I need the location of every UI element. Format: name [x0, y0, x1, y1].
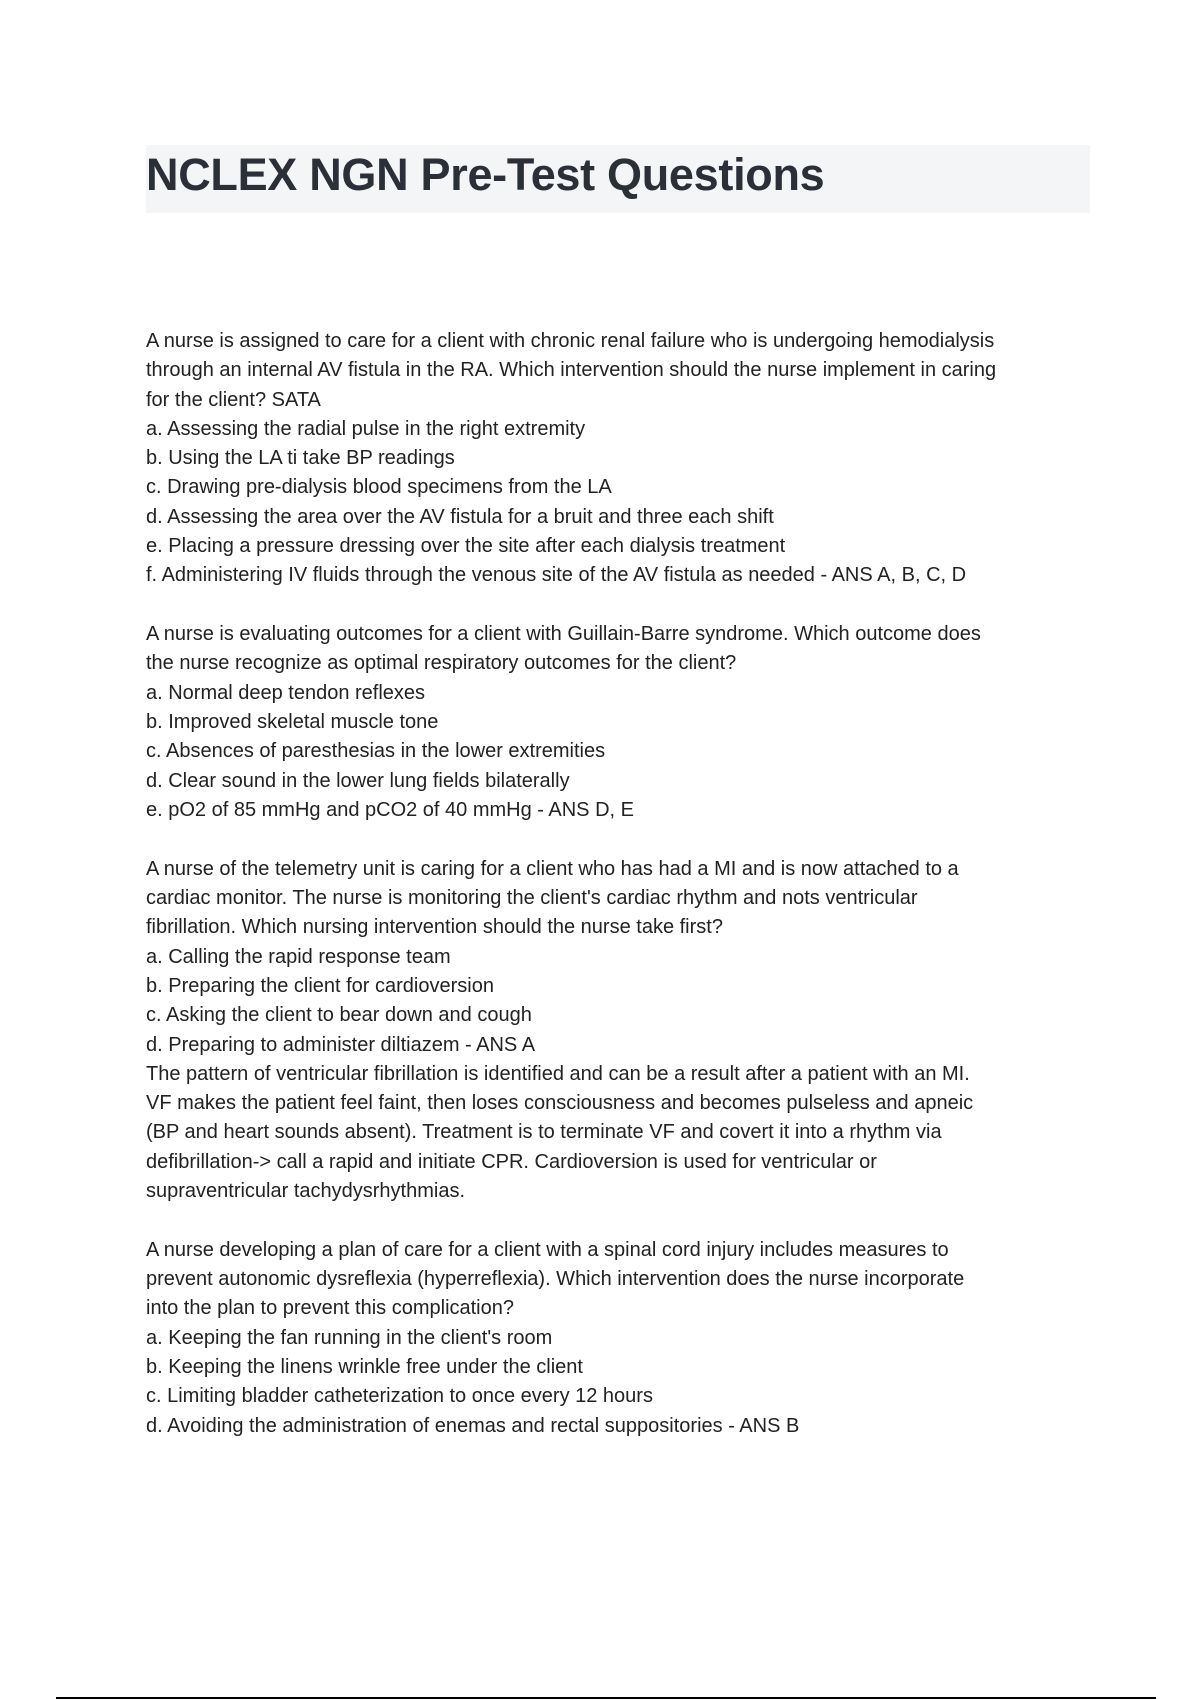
question-stem-line: cardiac monitor. The nurse is monitoring the client's cardiac rhythm and nots ventricular: [146, 887, 918, 910]
question-block: [146, 1236, 1096, 1441]
answer-option-with-key: d. Preparing to administer diltiazem - ANS A: [146, 1033, 536, 1056]
answer-option: b. Keeping the linens wrinkle free under the client: [146, 1356, 583, 1378]
question-stem-line: A nurse developing a plan of care for a client with a spinal cord injury includes measures to: [146, 1238, 949, 1261]
answer-option: c. Drawing pre-dialysis blood specimens from the LA: [146, 476, 612, 499]
question-stem-line: A nurse is evaluating outcomes for a client with Guillain-Barre syndrome. Which outcome does: [146, 623, 981, 646]
answer-option: c. Asking the client to bear down and cough: [146, 1004, 532, 1027]
question-stem-line: A nurse is assigned to care for a client with chronic renal failure who is undergoing hemodialysis: [146, 330, 995, 352]
question-stem-line: through an internal AV fistula in the RA. Which intervention should the nurse implement in caring: [146, 359, 997, 382]
question-stem-line: the nurse recognize as optimal respiratory outcomes for the client?: [146, 652, 737, 675]
question-block: [146, 620, 1096, 825]
question-list: [146, 327, 1096, 1470]
question-stem-line: prevent autonomic dysreflexia (hyperreflexia). Which intervention does the nurse incorporate: [146, 1268, 965, 1291]
rationale-line: The pattern of ventricular fibrillation is identified and can be a result after a patient with an MI.: [146, 1062, 970, 1085]
answer-option-with-key: e. pO2 of 85 mmHg and pCO2 of 40 mmHg - ANS D, E: [146, 798, 634, 821]
question-block: [146, 855, 1096, 1207]
answer-option: a. Normal deep tendon reflexes: [146, 681, 426, 704]
answer-option: a. Assessing the radial pulse in the right extremity: [146, 417, 586, 440]
answer-option: b. Improved skeletal muscle tone: [146, 711, 439, 734]
page-bottom-rule: [56, 1697, 1156, 1699]
rationale-line: VF makes the patient feel faint, then loses consciousness and becomes pulseless and apneic: [146, 1092, 974, 1115]
answer-option: d. Assessing the area over the AV fistula for a bruit and three each shift: [146, 505, 774, 528]
question-stem-line: into the plan to prevent this complication?: [146, 1297, 514, 1320]
answer-option: e. Placing a pressure dressing over the site after each dialysis treatment: [146, 535, 786, 558]
answer-option: a. Keeping the fan running in the client's room: [146, 1326, 553, 1349]
question-stem-line: A nurse of the telemetry unit is caring for a client who has had a MI and is now attached to a: [146, 857, 959, 880]
answer-option: b. Preparing the client for cardioversion: [146, 974, 494, 997]
answer-option: a. Calling the rapid response team: [146, 945, 451, 968]
rationale-line: defibrillation-> call a rapid and initiate CPR. Cardioversion is used for ventricular or: [146, 1150, 877, 1173]
question-stem-line: for the client? SATA: [146, 388, 321, 411]
question-block: [146, 327, 1096, 591]
rationale-line: supraventricular tachydysrhythmias.: [146, 1180, 466, 1203]
answer-option: d. Clear sound in the lower lung fields bilaterally: [146, 769, 570, 792]
page-title: NCLEX NGN Pre-Test Questions: [146, 149, 825, 200]
answer-option: c. Limiting bladder catheterization to once every 12 hours: [146, 1385, 653, 1408]
rationale-line: (BP and heart sounds absent). Treatment is to terminate VF and covert it into a rhythm via: [146, 1121, 942, 1144]
answer-option: b. Using the LA ti take BP readings: [146, 447, 455, 470]
title-band: [146, 145, 1090, 213]
answer-option-with-key: d. Avoiding the administration of enemas and rectal suppositories - ANS B: [146, 1414, 800, 1437]
question-stem-line: fibrillation. Which nursing intervention should the nurse take first?: [146, 916, 723, 939]
answer-option-with-key: f. Administering IV fluids through the venous site of the AV fistula as needed - ANS A, B, C, D: [146, 564, 967, 587]
answer-option: c. Absences of paresthesias in the lower extremities: [146, 740, 606, 763]
